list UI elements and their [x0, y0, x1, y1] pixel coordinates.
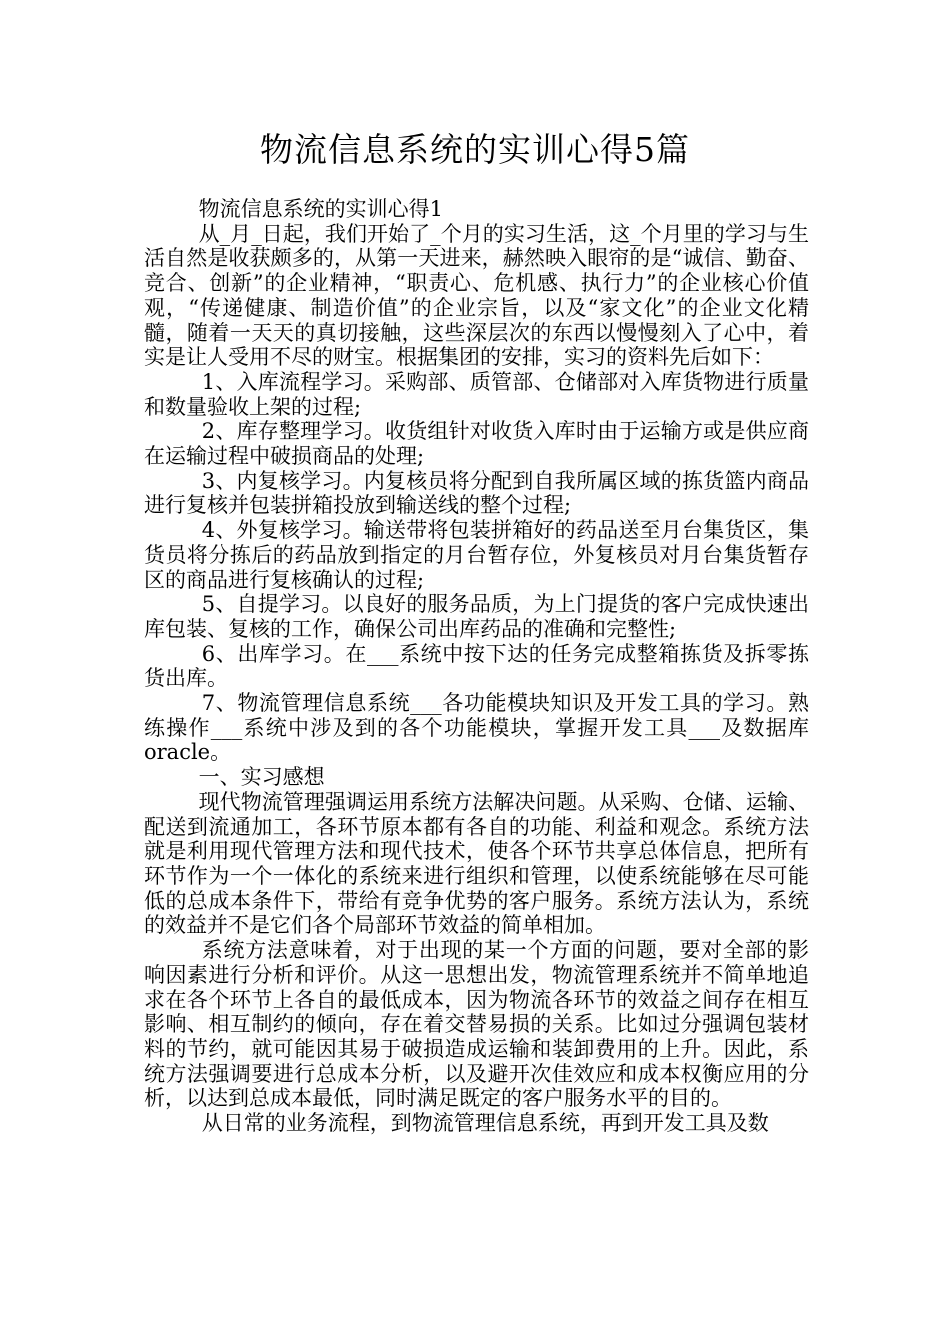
paragraph: 现代物流管理强调运用系统方法解决问题。从采购、仓储、运输、配送到流通加工，各环节原本都有各自的功能、利益和观念。系统方法就是利用现代管理方法和现代技术，使各个环节共享总体信息，把所有环节作为一个一体化的系统来进行组织和管理，以使系统能够在尽可能低的总成本条件下，带给有竞争优势的客户服务。系统方法认为，系统的效益并不是它们各个局部环节效益的简单相加。 — [144, 789, 809, 938]
subheading: 一、实习感想 — [198, 765, 325, 790]
list-item: 1、入库流程学习。采购部、质管部、仓储部对入库货物进行质量和数量验收上架的过程; — [144, 369, 809, 419]
paragraph: 从日常的业务流程，到物流管理信息系统，再到开发工具及数 — [201, 1111, 769, 1136]
list-item: 7、物流管理信息系统___各功能模块知识及开发工具的学习。熟练操作___系统中涉及到的各个功能模块，掌握开发工具___及数据库oracle。 — [144, 691, 809, 765]
paragraph: 从_月_日起，我们开始了_个月的实习生活，这_个月里的学习与生活自然是收获颇多的，从第一天进来，赫然映入眼帘的是“诚信、勤奋、竞合、创新”的企业精神，“职责心、危机感、执行力”的企业核心价值观，“传递健康、制造价值”的企业宗旨，以及“家文化”的企业文化精髓，随着一天天的真切接触，这些深层次的东西以慢慢刻入了心中，着实是让人受用不尽的财宝。根据集团的安排，实习的资料先后如下： — [144, 221, 809, 370]
list-item: 6、出库学习。在___系统中按下达的任务完成整箱拣货及拆零拣货出库。 — [144, 641, 809, 691]
list-item: 5、自提学习。以良好的服务品质，为上门提货的客户完成快速出库包装、复核的工作，确保公司出库药品的准确和完整性; — [144, 592, 809, 641]
paragraph: 系统方法意味着，对于出现的某一个方面的问题，要对全部的影响因素进行分析和评价。从这一思想出发，物流管理系统并不简单地追求在各个环节上各自的最低成本，因为物流各环节的效益之间存在相互影响、相互制约的倾向，存在着交替易损的关系。比如过分强调包装材料的节约，就可能因其易于破损造成运输和装卸费用的上升。因此，系统方法强调要进行总成本分析，以及避开次佳效应和成本权衡应用的分析，以达到总成本最低，同时满足既定的客户服务水平的目的。 — [144, 938, 809, 1111]
list-item: 3、内复核学习。内复核员将分配到自我所属区域的拣货篮内商品进行复核并包装拼箱投放到输送线的整个过程; — [144, 468, 809, 518]
list-item: 2、库存整理学习。收货组针对收货入库时由于运输方或是供应商在运输过程中破损商品的处理; — [144, 419, 809, 469]
section-heading: 物流信息系统的实训心得1 — [198, 197, 443, 221]
document-body — [144, 197, 809, 1136]
document-title: 物流信息系统的实训心得5篇 — [260, 130, 690, 169]
list-item: 4、外复核学习。输送带将包装拼箱好的药品送至月台集货区，集货员将分拣后的药品放到指定的月台暂存位，外复核员对月台集货暂存区的商品进行复核确认的过程; — [144, 518, 809, 592]
